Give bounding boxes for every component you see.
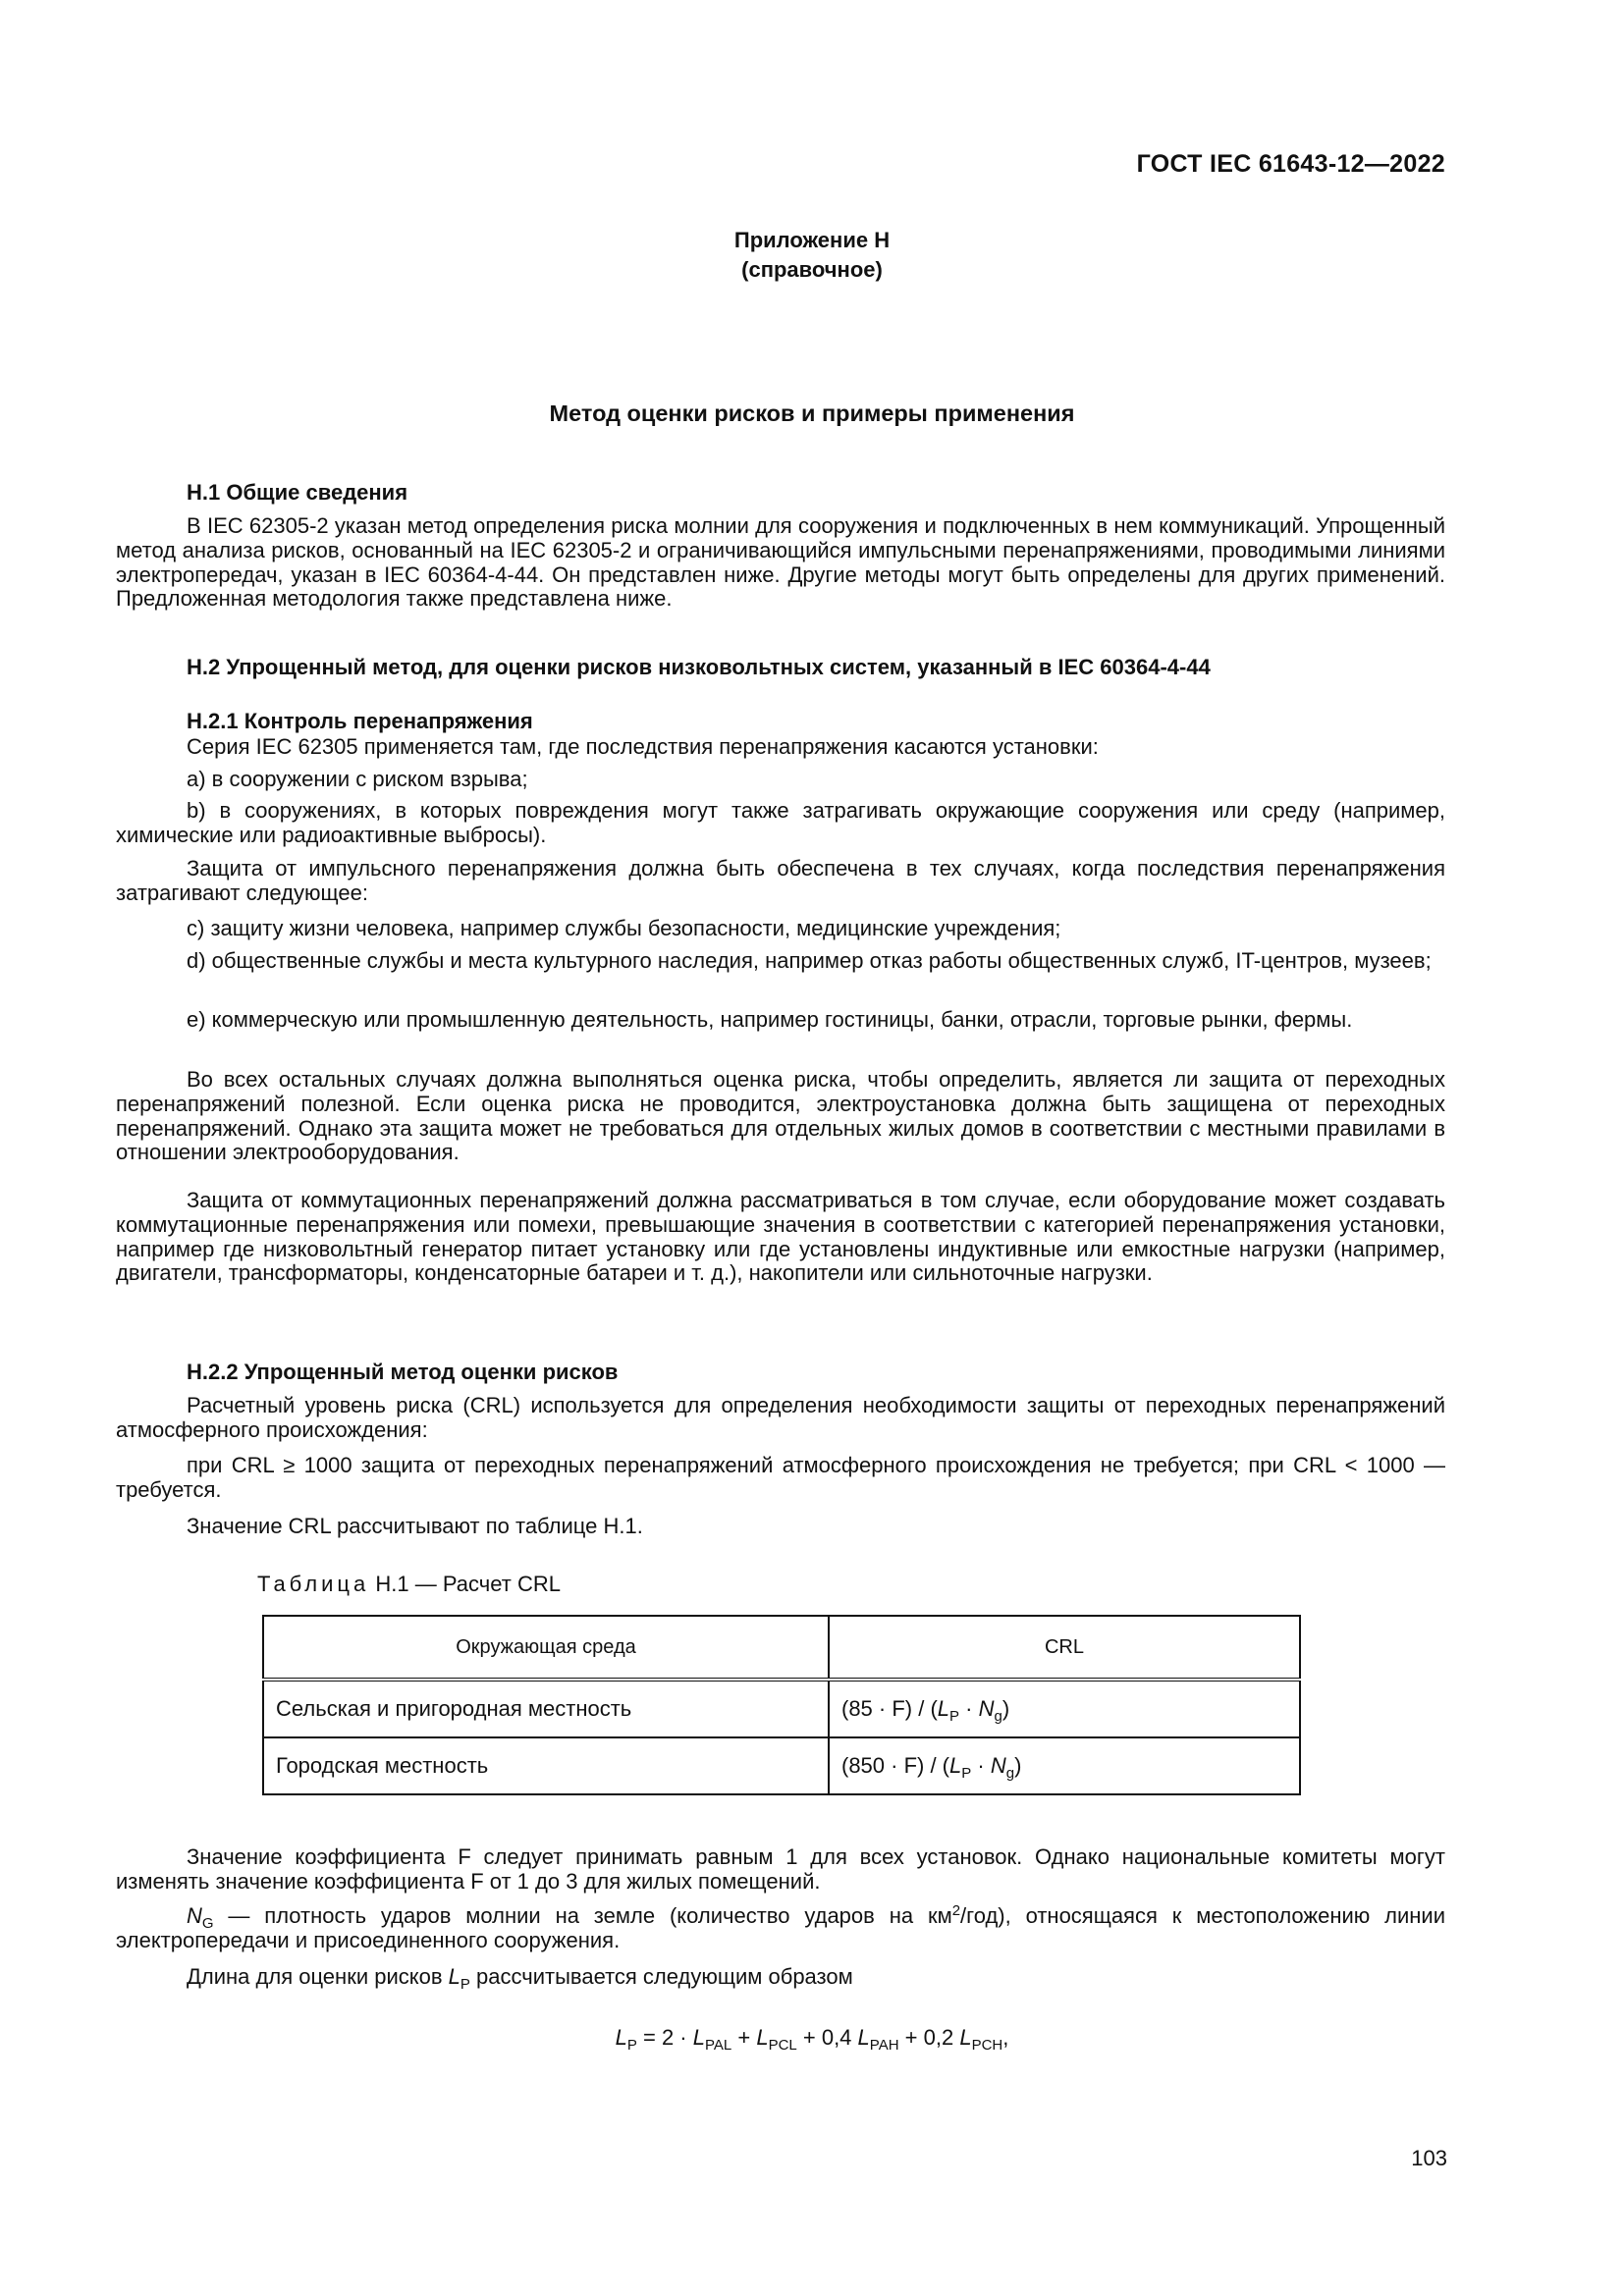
table-header-environment: Окружающая среда xyxy=(263,1616,829,1680)
page-title: Метод оценки рисков и примеры применения xyxy=(549,400,1075,426)
paragraph-ng-definition: $N_G$ — плотность ударов молнии на земле (количество ударов на $км^2/год$), относящаяся к местоположению линии электропередачи и присоединенного сооружения. xyxy=(116,1902,1445,1952)
table-caption-text: H.1 — Расчет CRL xyxy=(375,1572,561,1596)
annex-subtitle: (справочное) xyxy=(741,257,883,282)
list-item-a: a) в сооружении с риском взрыва; xyxy=(187,767,528,791)
table-header-crl: CRL xyxy=(829,1616,1300,1680)
list-item-d: d) общественные службы и места культурного наследия, например отказ работы общественных служб, IT-центров, музеев; xyxy=(187,948,1432,973)
paragraph-h21-1: Серия IEC 62305 применяется там, где последствия перенапряжения касаются установки: xyxy=(187,734,1099,759)
table-row xyxy=(263,1680,1300,1737)
table-cell-crl: $(85 \cdot F) / (L_P \cdot N_g)$ xyxy=(829,1680,1300,1737)
paragraph-coefficient-f: Значение коэффициента F следует принимать равным 1 для всех установок. Однако национальные комитеты могут изменять значение коэффициента F от 1 до 3 для жилых помещений. xyxy=(116,1844,1445,1894)
section-heading-h2: H.2 Упрощенный метод, для оценки рисков низковольтных систем, указанный в IEC 60364-4-44 xyxy=(187,655,1211,679)
paragraph-lp-intro: Длина для оценки рисков $L_P$ рассчитывается следующим образом xyxy=(187,1964,853,1993)
paragraph-h1: В IEC 62305-2 указан метод определения риска молнии для сооружения и подключенных в нем коммуникаций. Упрощенный метод анализа рисков, основанный на IEC 62305-2 и ограничивающийся импульсными перенапряжениями, проводимыми линиями электропередач, указан в IEC 60364-4-44. Он представлен ниже. Другие методы могут быть определены для других применений. Предложенная методология также представлена ниже. xyxy=(116,513,1445,612)
paragraph-h21-2: Защита от импульсного перенапряжения должна быть обеспечена в тех случаях, когда последствия перенапряжения затрагивают следующее: xyxy=(116,856,1445,905)
table-cell-environment: Городская местность xyxy=(263,1737,829,1794)
list-item-e: e) коммерческую или промышленную деятельность, например гостиницы, банки, отрасли, торговые рынки, фермы. xyxy=(187,1007,1353,1032)
table-caption-word: Таблица xyxy=(257,1572,370,1596)
crl-table xyxy=(262,1615,1301,1795)
section-heading-h21: H.2.1 Контроль перенапряжения xyxy=(187,709,533,733)
annex-title: Приложение H xyxy=(733,228,891,252)
table-caption xyxy=(257,1572,561,1597)
paragraph-h22-3: Значение CRL рассчитывают по таблице H.1. xyxy=(187,1514,643,1538)
document-code: ГОСТ IEC 61643-12—2022 xyxy=(1136,150,1445,178)
list-item-c: c) защиту жизни человека, например службы безопасности, медицинские учреждения; xyxy=(187,916,1061,940)
formula-lp: $L_P = 2 \cdot L_{PAL} + L_{PCL} + 0,4$ $L_{PAH} + 0,2$ $L_{PCH}$, xyxy=(615,2025,1009,2054)
section-heading-h1: H.1 Общие сведения xyxy=(187,480,408,505)
table-cell-environment: Сельская и пригородная местность xyxy=(263,1680,829,1737)
paragraph-h22-2: при CRL ≥ 1000 защита от переходных перенапряжений атмосферного происхождения не требуется; при CRL < 1000 — требуется. xyxy=(116,1453,1445,1502)
paragraph-h21-4: Защита от коммутационных перенапряжений должна рассматриваться в том случае, если оборудование может создавать коммутационные перенапряжения или помехи, превышающие значения в соответствии с категорией перенапряжения установки, например где низковольтный генератор питает установку или где установлены индуктивные или емкостные нагрузки (например, двигатели, трансформаторы, конденсаторные батареи и т. д.), накопители или сильноточные нагрузки. xyxy=(116,1188,1445,1286)
paragraph-h22-1: Расчетный уровень риска (CRL) используется для определения необходимости защиты от переходных перенапряжений атмосферного происхождения: xyxy=(116,1393,1445,1442)
section-heading-h22: H.2.2 Упрощенный метод оценки рисков xyxy=(187,1360,619,1384)
paragraph-h21-3: Во всех остальных случаях должна выполняться оценка риска, чтобы определить, является ли защита от переходных перенапряжений полезной. Если оценка риска не проводится, электроустановка должна быть защищена от переходных перенапряжений. Однако эта защита может не требоваться для отдельных жилых домов в соответствии с местными правилами в отношении электрооборудования. xyxy=(116,1067,1445,1165)
page-number: 103 xyxy=(1411,2146,1447,2170)
list-item-b: b) в сооружениях, в которых повреждения могут также затрагивать окружающие сооружения или среду (например, химические или радиоактивные выбросы). xyxy=(116,798,1445,847)
table-row xyxy=(263,1737,1300,1794)
table-header-row xyxy=(263,1616,1300,1680)
table-cell-crl: $(850 \cdot F) / (L_P \cdot N_g)$ xyxy=(829,1737,1300,1794)
